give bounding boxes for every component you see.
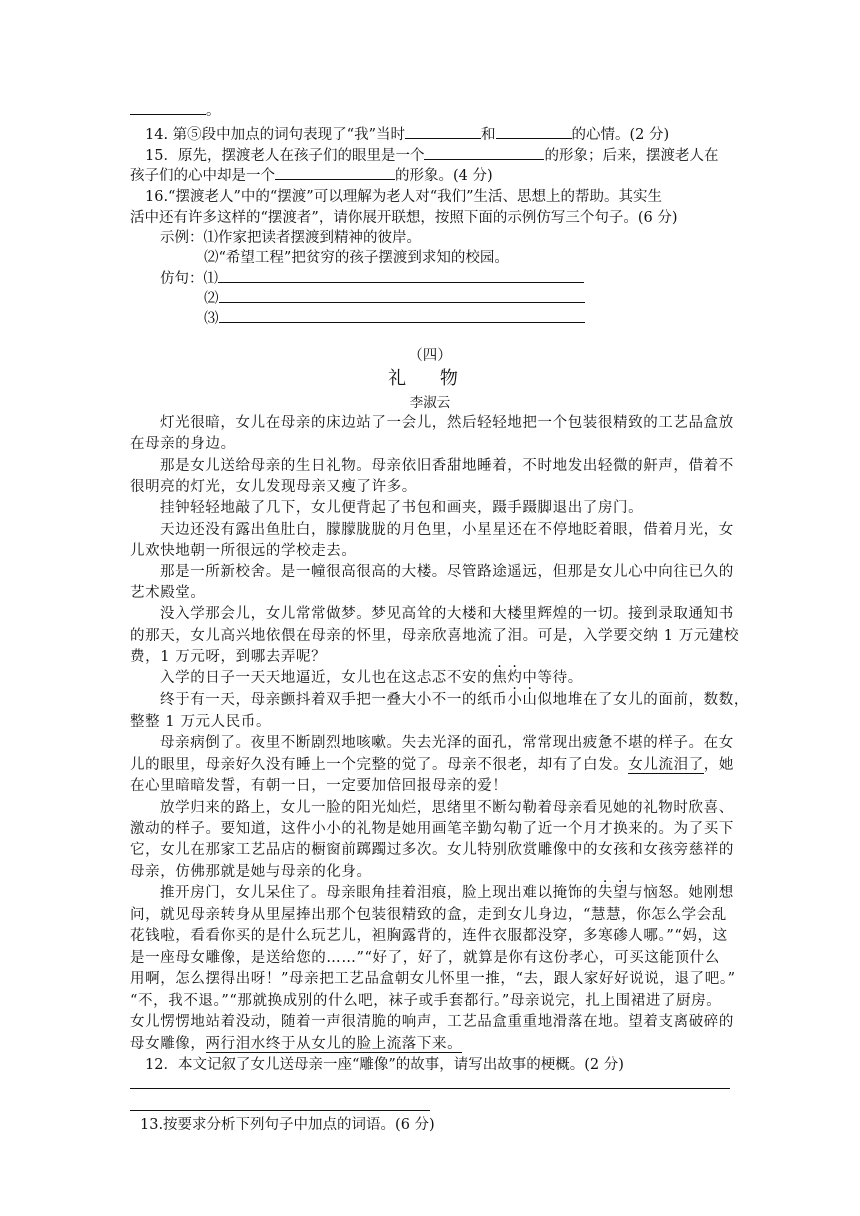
- underlined-sentence: 女儿流泪了: [628, 757, 704, 773]
- para-8-line-1: [160, 690, 749, 710]
- para-5-line-2: 艺术殿堂。: [130, 585, 206, 601]
- dotted-char: 望: [613, 885, 629, 901]
- imitation-3: [204, 308, 585, 329]
- period: 。: [206, 103, 221, 119]
- dotted-char: 山: [522, 692, 538, 708]
- dotted-char: 失: [597, 885, 614, 901]
- para-8-text-c: 似地堆在了女儿的面前，数数，: [537, 692, 749, 708]
- dotted-char: 小: [507, 692, 523, 708]
- question-12: 12．本文记叙了女儿送母亲一座“雕像”的故事，请写出故事的梗概。(2 分): [145, 1057, 624, 1073]
- question-14: [145, 124, 669, 145]
- example-1: 示例：⑴作家把读者摆渡到精神的彼岸。: [160, 230, 421, 246]
- para-11-line-2: 问，就见母亲转身从里屋捧出那个包装很精致的盒，走到女儿身边，“慧慧，你怎么学会乱: [130, 907, 727, 923]
- para-1-line-1: 灯光很暗，女儿在母亲的床边站了一会儿，然后轻轻地把一个包装很精致的工艺品盒放: [160, 415, 734, 431]
- para-10-line-4: 母亲，仿佛那就是她与母亲的化身。: [130, 864, 372, 880]
- q14-text-b: 和: [481, 127, 496, 143]
- para-10-line-3: 它，女儿在那家工艺品店的橱窗前踯躅过多次。女儿特别欣赏雕像中的女孩和女孩旁慈祥的: [130, 842, 734, 858]
- question-15-line-1: [145, 145, 718, 166]
- question-16-line-2: 活中还有许多这样的“摆渡者”，请你展开联想，按照下面的示例仿写三个句子。(6 分): [130, 210, 678, 226]
- q14-blank-2[interactable]: [496, 124, 572, 139]
- question-15-line-2: [130, 165, 493, 186]
- imitation-label: 仿句：⑴: [160, 271, 218, 287]
- q15-blank-1[interactable]: [424, 145, 544, 160]
- imitation-1: [160, 268, 584, 289]
- para-2-line-2: 很明亮的灯光，女儿发现母亲又瘦了许多。: [130, 479, 417, 495]
- para-2-line-1: 那是女儿送给母亲的生日礼物。母亲依旧香甜地睡着，不时地发出轻微的鼾声，借着不: [160, 458, 734, 474]
- q14-blank-1[interactable]: [405, 124, 481, 139]
- article-author: 李淑云: [409, 395, 451, 411]
- para-11-line-1: [160, 883, 734, 903]
- para-6-line-2: 的那天，女儿高兴地依偎在母亲的怀里，母亲欣喜地流了泪。可是，入学要交纳 1 万元建校: [130, 628, 740, 644]
- para-11-line-7: 女儿愣愣地站着没动，随着一声很清脆的响声，工艺品盒重重地滑落在地。望着支离破碎的: [130, 1014, 734, 1030]
- para-11-line-3: 花钱啦，看看你买的是什么玩艺儿，袒胸露背的，连件衣服都没穿，多寒碜人哪。”“妈，这: [130, 928, 728, 944]
- para-10-line-2: 激动的样子。要知道，这件小小的礼物是她用画笔辛勤勾勒了近一个月才换来的。为了买下: [130, 821, 734, 837]
- imitation-blank-3[interactable]: [219, 308, 585, 323]
- para-8-line-2: 整整 1 万元人民币。: [130, 714, 272, 730]
- para-11-text-b: 与恼怒。她刚想: [628, 885, 734, 901]
- imitation-blank-2[interactable]: [219, 288, 585, 303]
- question-16-line-1: 16.“摆渡老人”中的“摆渡”可以理解为老人对“我们”生活、思想上的帮助。其实生: [145, 189, 663, 205]
- imitation-2: [204, 288, 585, 309]
- q15-blank-2[interactable]: [275, 165, 395, 180]
- imitation-num-2: ⑵: [204, 291, 219, 307]
- para-5-line-1: 那是一所新校舍。是一幢很高很高的大楼。尽管路途遥远，但那是女儿心中向往已久的: [160, 564, 734, 580]
- para-7-text-c: 中等待。: [522, 670, 583, 686]
- q15-text-a: 15．原先，摆渡老人在孩子们的眼里是一个: [145, 148, 425, 164]
- para-7: [160, 668, 583, 688]
- para-11-line-6: “不，我不退。”“那就换成别的什么吧，袜子或手套都行。”母亲说完，扎上围裙进了厨房。: [130, 993, 722, 1009]
- para-10-line-1: 放学归来的路上，女儿一脸的阳光灿烂，思绪里不断勾勒着母亲看见她的礼物时欣喜、: [160, 800, 734, 816]
- para-4-line-1: 天边还没有露出鱼肚白，朦朦胧胧的月色里，小星星还在不停地眨着眼，借着月光，女: [160, 522, 734, 538]
- q14-text-c: 的心情。(2 分): [571, 127, 670, 143]
- blank[interactable]: [130, 100, 206, 115]
- para-9-line-2: [130, 755, 734, 775]
- q14-text-a: 14. 第⑤段中加点的词句表现了“我”当时: [145, 127, 405, 143]
- para-11-line-5: 用啊，怎么摆得出呀！”母亲把工艺品盒朝女儿怀里一推，“去，跟人家好好说说，退了吧。”: [130, 971, 736, 987]
- para-8-text-a: 终于有一天，母亲颤抖着双手把一叠大小不一的纸币: [160, 692, 508, 708]
- para-4-line-2: 儿欢快地朝一所很远的学校走去。: [130, 543, 357, 559]
- question-13: 13.按要求分析下列句子中加点的词语。(6 分): [140, 1117, 435, 1133]
- article-title: 礼 物: [388, 368, 472, 389]
- section-number: （四）: [408, 348, 452, 364]
- answer-line[interactable]: [130, 1110, 430, 1111]
- para-9-line-3: 在心里暗暗发誓，有朝一日，一定要加倍回报母亲的爱！: [130, 778, 508, 794]
- para-11-text-a: 推开房门，女儿呆住了。母亲眼角挂着泪痕，脸上现出难以掩饰的: [160, 885, 598, 901]
- answer-line[interactable]: [130, 1088, 730, 1089]
- q15-text-d: 的形象。(4 分): [395, 168, 493, 184]
- example-2: ⑵“希望工程”把贫穷的孩子摆渡到求知的校园。: [204, 250, 509, 266]
- q15-text-b: 的形象；后来，摆渡老人在: [544, 148, 719, 164]
- q15-text-c: 孩子们的心中却是一个: [130, 168, 275, 184]
- dotted-char: 灼: [507, 670, 523, 686]
- imitation-blank-1[interactable]: [218, 268, 584, 283]
- para-1-line-2: 在母亲的身边。: [130, 436, 236, 452]
- para-6-line-3: 费，1 万元呀，到哪去弄呢？: [130, 649, 327, 665]
- para-9-text-a: 儿的眼里，母亲好久没有睡上一个完整的觉了。母亲不很老，却有了白发。: [130, 757, 629, 773]
- para-3: 挂钟轻轻地敲了几下，女儿便背起了书包和画夹，蹑手蹑脚退出了房门。: [160, 500, 644, 516]
- answer-line-top: [130, 100, 221, 121]
- para-7-text-a: 入学的日子一天天地逼近，女儿也在这忐忑不安的: [160, 670, 493, 686]
- imitation-num-3: ⑶: [204, 311, 219, 327]
- underlined-sentence: 两行泪水终于从女儿的脸上流落下来。: [205, 1036, 463, 1052]
- para-6-line-1: 没入学那会儿，女儿常常做梦。梦见高耸的大楼和大楼里辉煌的一切。接到录取通知书: [160, 606, 734, 622]
- para-9-text-c: ，她: [703, 757, 734, 773]
- para-11-line-4: 是一座母女雕像，是送给您的……”“好了，好了，就算是你有这份孝心，可买这能顶什么: [130, 950, 720, 966]
- para-11-line-8: [130, 1034, 462, 1054]
- para-11-text-c: 母女雕像，: [130, 1036, 206, 1052]
- dotted-char: 焦: [492, 670, 508, 686]
- para-9-line-1: 母亲病倒了。夜里不断剧烈地咳嗽。失去光泽的面孔，常常现出疲惫不堪的样子。在女: [160, 735, 734, 751]
